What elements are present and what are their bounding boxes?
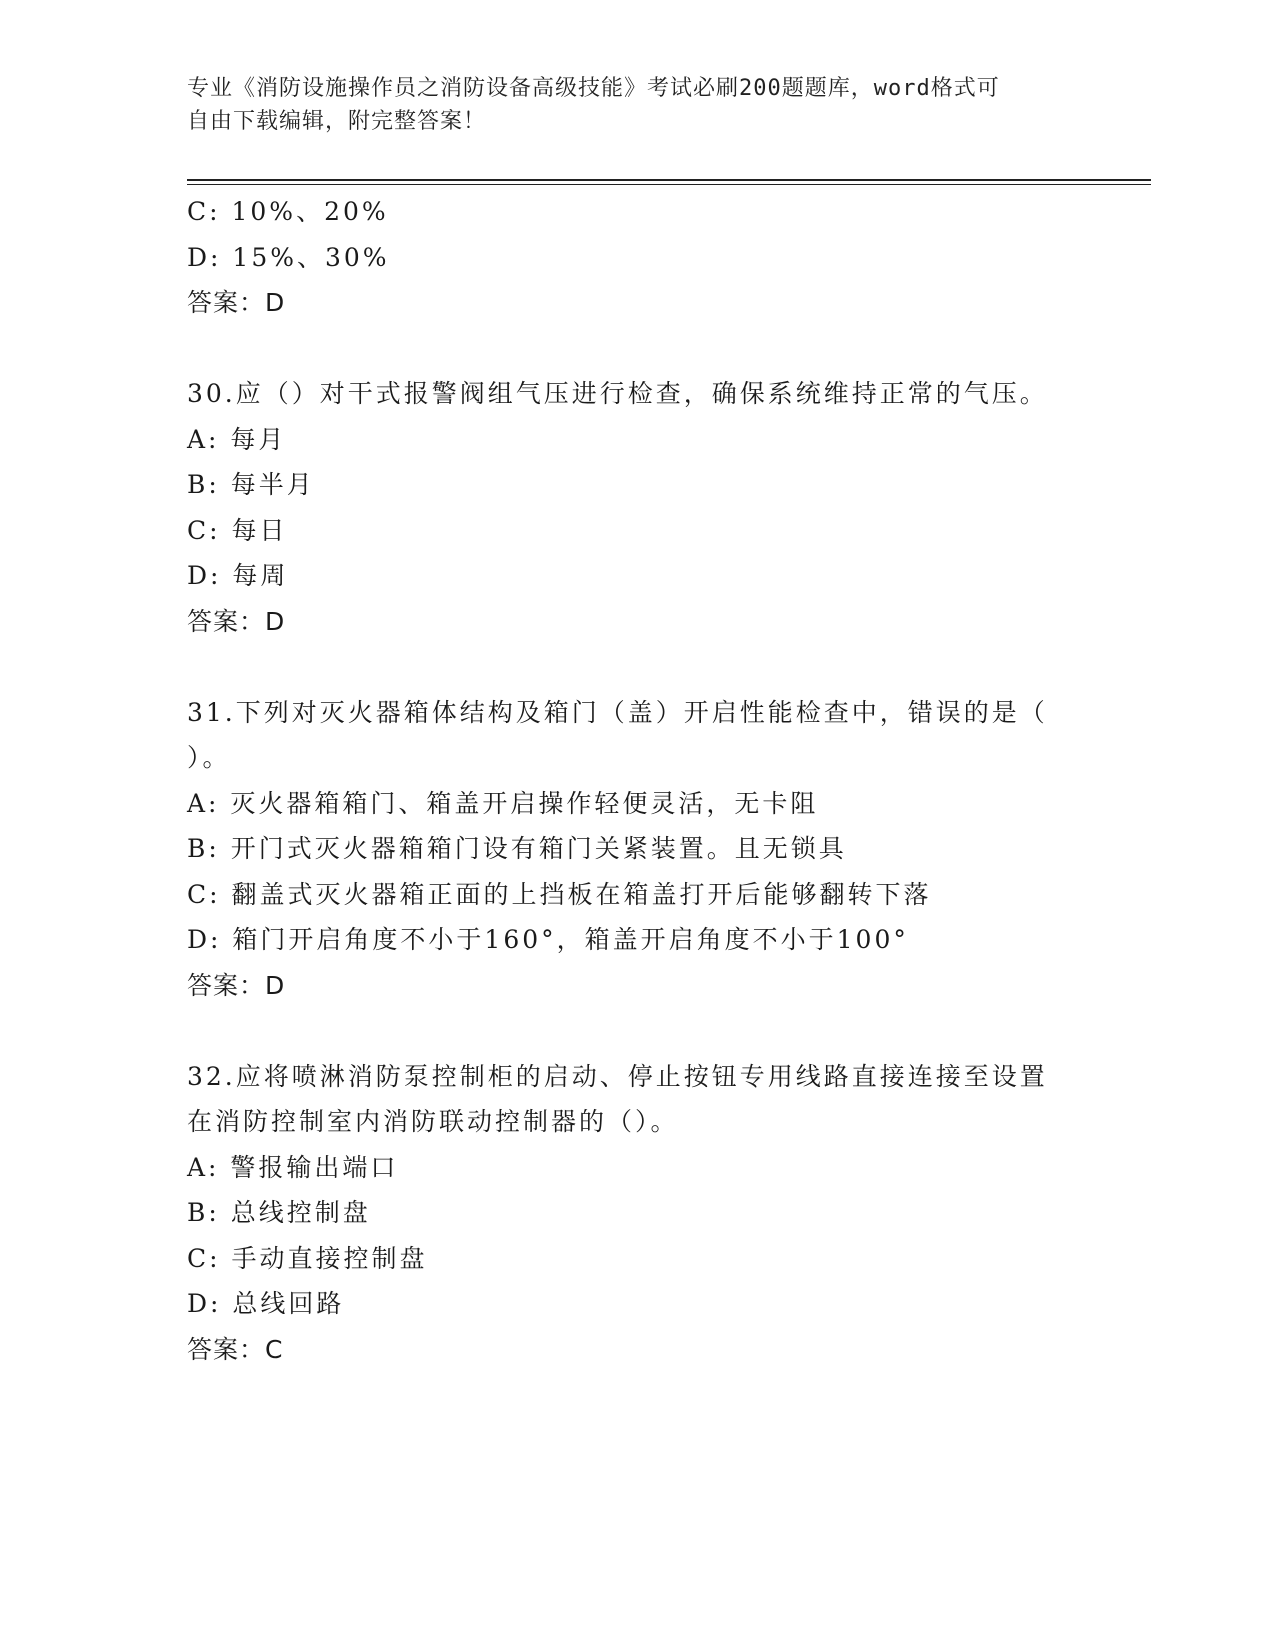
- option-a: A: 每月: [187, 424, 287, 454]
- header-divider-thin: [187, 184, 1151, 185]
- question-31: [187, 690, 1087, 1009]
- question-stem: 30.应（）对干式报警阀组气压进行检查，确保系统维持正常的气压。: [187, 379, 1048, 408]
- spacer: [187, 326, 1087, 372]
- question-list: [187, 189, 1087, 1372]
- question-stem-line-1: 31.下列对灭火器箱体结构及箱门（盖）开启性能检查中，错误的是（: [187, 697, 1048, 727]
- question-stem-line-2: ）。: [187, 743, 231, 772]
- option-d: D: 每周: [187, 561, 289, 590]
- option-c: C: 每日: [187, 515, 288, 545]
- answer-line: 答案：D: [187, 970, 286, 1000]
- header-line-2: 自由下载编辑，附完整答案！: [187, 109, 487, 134]
- option-a: A: 警报输出端口: [187, 1152, 399, 1182]
- question-stem-line-2: 在消防控制室内消防联动控制器的（）。: [187, 1107, 679, 1136]
- option-b: B: 总线控制盘: [187, 1198, 371, 1227]
- header-divider-thick: [187, 179, 1151, 181]
- option-d: D: 总线回路: [187, 1289, 345, 1318]
- option-d: D: 箱门开启角度不小于160°，箱盖开启角度不小于100°: [187, 925, 909, 954]
- option-b: B: 开门式灭火器箱箱门设有箱门关紧装置。且无锁具: [187, 834, 847, 863]
- question-30: [187, 371, 1087, 644]
- option-d: D: 15%、30%: [187, 242, 390, 272]
- option-b: B: 每半月: [187, 470, 315, 499]
- question-stem-line-1: 32.应将喷淋消防泵控制柜的启动、停止按钮专用线路直接连接至设置: [187, 1061, 1048, 1091]
- option-c: C: 手动直接控制盘: [187, 1243, 428, 1273]
- answer-line: 答案：D: [187, 288, 286, 317]
- option-c: C: 翻盖式灭火器箱正面的上挡板在箱盖打开后能够翻转下落: [187, 879, 932, 909]
- question-32: [187, 1054, 1087, 1373]
- option-a: A: 灭火器箱箱门、箱盖开启操作轻便灵活，无卡阻: [187, 788, 819, 818]
- option-c: C: 10%、20%: [187, 197, 389, 226]
- answer-line: 答案：D: [187, 606, 286, 636]
- header-line-1: 专业《消防设施操作员之消防设备高级技能》考试必刷200题题库，word格式可: [187, 76, 1000, 101]
- answer-line: 答案：C: [187, 1334, 284, 1364]
- spacer: [187, 1008, 1087, 1054]
- question-29-tail: [187, 189, 1087, 326]
- document-header: [187, 72, 1087, 138]
- spacer: [187, 644, 1087, 690]
